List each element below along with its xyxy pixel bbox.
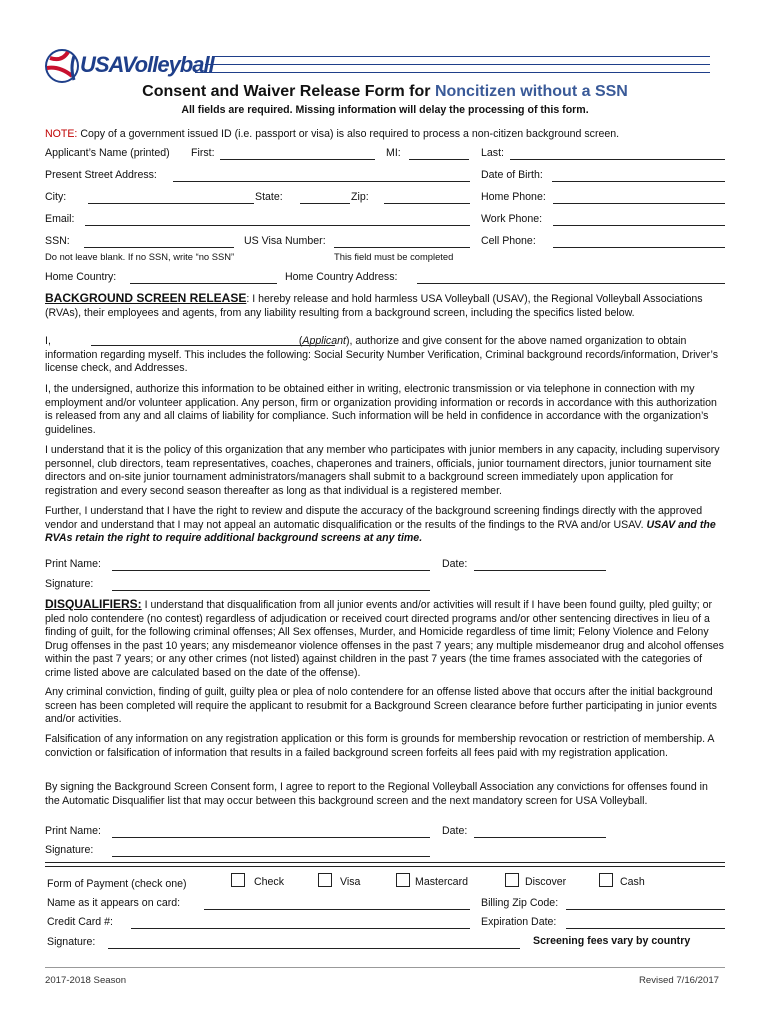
expiration-field[interactable] (566, 928, 725, 929)
applicant-name-blank[interactable] (91, 345, 335, 346)
header-rule-3 (195, 72, 710, 73)
ssn-field[interactable] (84, 247, 234, 248)
dq-print-name-label: Print Name: (45, 825, 101, 837)
cell-phone-field[interactable] (553, 247, 725, 248)
first-name-field[interactable] (220, 159, 375, 160)
bg-print-name-label: Print Name: (45, 558, 101, 570)
dob-field[interactable] (552, 181, 725, 182)
section-divider (45, 862, 725, 863)
dq-print-name-field[interactable] (112, 837, 430, 838)
check-option-label: Check (254, 876, 285, 888)
card-number-label: Credit Card #: (47, 916, 113, 928)
work-phone-label: Work Phone: (481, 213, 543, 225)
page-title (0, 83, 770, 101)
street-address-field[interactable] (173, 181, 470, 182)
visa-option-label: Visa (340, 876, 361, 888)
title-prefix: Consent and Waiver Release Form for (142, 83, 435, 100)
footer-revised: Revised 7/16/2017 (639, 975, 720, 986)
applicant-italic: Applicant (302, 335, 346, 347)
usa-volleyball-logo (44, 46, 214, 86)
discover-checkbox[interactable] (505, 873, 519, 887)
payment-signature-field[interactable] (108, 948, 520, 949)
background-intro-text: : I hereby release and hold harmless USA Volleyball (USAV), the Regional Volleyball Associations (RVAs), their employees and agents, from any liability resulting from a background screen, including the specifics listed below. (45, 293, 703, 319)
footer-season: 2017-2018 Season (45, 975, 127, 986)
disqualifiers-p4: By signing the Background Screen Consent form, I agree to report to the Regional Volleyball Association any convictions for offenses found in the Automatic Disqualifier list that may occur between this background screen and the next mandatory screen for USA Volleyball. (45, 781, 708, 807)
background-p2: I, the undersigned, authorize this information to be obtained either in writing, electronic transmission or via telephone in connection with my employment and/or volunteer application. Any person, firm or organization providing information or records in accordance with this authorization is released from any and all claims of liability for compliance. Such information will be held in confidence in accordance with the organization’s guidelines. (45, 383, 717, 436)
cash-checkbox[interactable] (599, 873, 613, 887)
disqualifiers-p1 (45, 598, 725, 680)
note-text: Copy of a government issued ID (i.e. passport or visa) is also required to process a non-citizen background screen. (77, 128, 620, 140)
dq-signature-label: Signature: (45, 844, 94, 856)
email-label: Email: (45, 213, 75, 225)
background-authorize: I, (Applicant), authorize and give consent for the above named organization to obtain information regarding myself. This includes the following: Social Security Number Verification, Criminal background records/information, Driver’s license check, and Addresses. (45, 335, 718, 374)
note-line (45, 128, 619, 140)
home-country-field[interactable] (130, 283, 277, 284)
bg-date-field[interactable] (474, 570, 606, 571)
home-country-label: Home Country: (45, 271, 117, 283)
page-subtitle: All fields are required. Missing information will delay the processing of this form. (181, 104, 589, 116)
note-label: NOTE: (45, 128, 78, 140)
payment-label: Form of Payment (check one) (47, 878, 187, 890)
background-p4-bold: USAV and the RVAs retain the right to require additional background screens at any time. (45, 518, 716, 544)
visa-number-label: US Visa Number: (244, 235, 326, 247)
billing-zip-label: Billing Zip Code: (481, 897, 559, 909)
home-phone-label: Home Phone: (481, 191, 546, 203)
dq-date-field[interactable] (474, 837, 606, 838)
billing-zip-field[interactable] (566, 909, 725, 910)
cash-option-label: Cash (620, 876, 645, 888)
disqualifiers-p3: Falsification of any information on any registration application or this form is grounds for membership revocation or restriction of membership. A conviction or falsification of information that results in a failed background screen forfeits all fees paid with my registration application. (45, 733, 714, 759)
ssn-label: SSN: (45, 235, 70, 247)
logo-text: USAVolleyball (80, 52, 214, 77)
i-label: I, (45, 335, 51, 347)
card-name-label: Name as it appears on card: (47, 897, 181, 909)
fees-note: Screening fees vary by country (533, 935, 691, 947)
visa-note: This field must be completed (334, 251, 454, 262)
bg-print-name-field[interactable] (112, 570, 430, 571)
card-name-field[interactable] (204, 909, 470, 910)
street-address-label: Present Street Address: (45, 169, 157, 181)
background-p4 (45, 505, 725, 546)
email-field[interactable] (85, 225, 470, 226)
mi-label: MI: (386, 147, 401, 159)
bg-signature-field[interactable] (112, 590, 430, 591)
work-phone-field[interactable] (553, 225, 725, 226)
header-rule-1 (215, 56, 710, 57)
home-phone-field[interactable] (553, 203, 725, 204)
card-number-field[interactable] (131, 928, 470, 929)
header-rule-2 (205, 64, 710, 65)
bg-date-label: Date: (442, 558, 468, 570)
zip-label: Zip: (351, 191, 369, 203)
payment-signature-label: Signature: (47, 936, 96, 948)
disqualifiers-p1-text: I understand that disqualification from all junior events and/or activities will result if I have been found guilty, pled guilty; or pled nolo contendere (no contest) regardless of adjudication or received court directed programs and/or other sentencing directives in lieu of a finding of guilt, for the following criminal offenses; All Sex offenses, Murder, and Homicide regardless of time limit; Felony Violence and Felony Drug offenses in the past 10 years; any misdemeanor violence offenses in the past 7 years; any multiple misdemeanor drug and alcohol offenses within the past 7 years; or any other crimes (not listed) against children in the past 7 years (the time frames associated with the categories of crime listed above are calculated based on the date of the offense). (45, 599, 724, 679)
title-highlight: Noncitizen without a SSN (434, 83, 628, 100)
dq-signature-field[interactable] (112, 856, 430, 857)
disqualifiers-heading: DISQUALIFIERS: (45, 597, 142, 611)
dq-date-label: Date: (442, 825, 468, 837)
mastercard-option-label: Mastercard (415, 876, 468, 888)
home-country-address-field[interactable] (417, 283, 725, 284)
background-p4-text: Further, I understand that I have the right to review and dispute the accuracy of the background screening findings directly with the approved vendor and understand that I may not appeal an automatic disqualification or the results of the findings to the RVA and/or USAV. (45, 505, 703, 531)
bg-signature-label: Signature: (45, 578, 94, 590)
city-field[interactable] (88, 203, 254, 204)
dob-label: Date of Birth: (481, 169, 543, 181)
state-field[interactable] (300, 203, 350, 204)
last-name-field[interactable] (510, 159, 725, 160)
applicant-name-label: Applicant’s Name (printed) (45, 147, 170, 159)
home-country-address-label: Home Country Address: (285, 271, 398, 283)
ssn-note: Do not leave blank. If no SSN, write “no SSN” (45, 251, 235, 262)
visa-checkbox[interactable] (318, 873, 332, 887)
city-label: City: (45, 191, 67, 203)
volleyball-icon (44, 48, 80, 84)
background-p3: I understand that it is the policy of this organization that any member who participates with junior members in any capacity, including supervisory personnel, club directors, team representatives, coaches, chaperones and trainers, officials, junior tournament directors, junior tournament site directors and on-site junior tournament administrators/managers shall submit to a background screen immediately upon application for registration and every second season thereafter as long as that individual is a registered member. (45, 444, 720, 497)
authorize-text: ), authorize and give consent for the above named organization to obtain information regarding myself. This includes the following: Social Security Number Verification, Criminal background records/information, Driver’s license check, and Addresses. (45, 335, 718, 374)
background-intro (45, 292, 725, 320)
state-label: State: (255, 191, 283, 203)
expiration-label: Expiration Date: (481, 916, 557, 928)
disqualifiers-p2: Any criminal conviction, finding of guilt, guilty plea or plea of nolo contendere for an offense listed above that occurs after the initial background screen has been completed will require the applicant to resubmit for a Background Screen clearance before further participating in junior events and/or activities. (45, 686, 717, 725)
section-divider-2 (45, 866, 725, 867)
background-heading: BACKGROUND SCREEN RELEASE (45, 291, 247, 305)
zip-field[interactable] (384, 203, 470, 204)
check-checkbox[interactable] (231, 873, 245, 887)
footer-divider (45, 967, 725, 968)
discover-option-label: Discover (525, 876, 567, 888)
last-name-label: Last: (481, 147, 504, 159)
visa-number-field[interactable] (334, 247, 470, 248)
mi-field[interactable] (409, 159, 469, 160)
mastercard-checkbox[interactable] (396, 873, 410, 887)
cell-phone-label: Cell Phone: (481, 235, 536, 247)
first-name-label: First: (191, 147, 215, 159)
